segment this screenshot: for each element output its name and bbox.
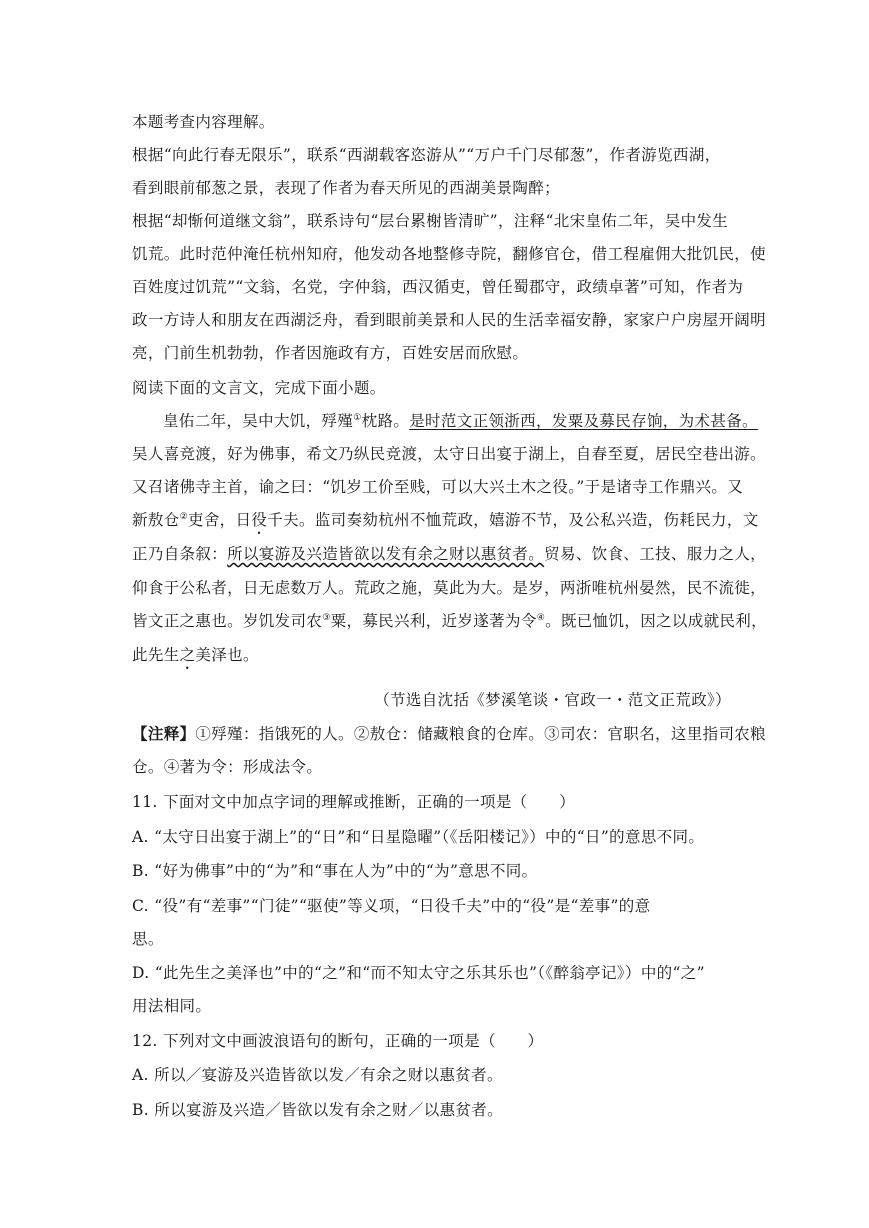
passage-line: 仰食于公私者，日无虑数万人。荒政之施，莫此为大。是岁，两浙唯杭州晏然，民不流徙， xyxy=(132,579,767,597)
analysis-line: 饥荒。此时范仲淹任杭州知府，他发动各地整修寺院，翻修官仓，借工程雇佣大批饥民，使 xyxy=(132,245,767,263)
q11-option-d-cont: 用法相同。 xyxy=(132,997,212,1015)
passage-line: 正乃自条叙：所以宴游及兴造皆欲以发有余之财以惠贫者。贸易、饮食、工技、服力之人， xyxy=(132,545,767,563)
notes-line: 【注释】①殍殣：指饿死的人。②敖仓：储藏粮食的仓库。③司农：官职名，这里指司农粮 xyxy=(132,724,767,743)
question-11-stem: 11. 下面对文中加点字词的理解或推断，正确的一项是（ ） xyxy=(132,793,576,811)
note-marker: ① xyxy=(353,413,362,423)
analysis-line: 本题考查内容理解。 xyxy=(132,113,275,131)
note-marker: ③ xyxy=(322,613,331,623)
notes-line: 仓。④著为令：形成法令。 xyxy=(132,758,323,776)
q12-option-a: A. 所以／宴游及兴造皆欲以发／有余之财以惠贫者。 xyxy=(132,1066,503,1084)
analysis-line: 看到眼前郁葱之景，表现了作者为春天所见的西湖美景陶醉； xyxy=(132,179,560,197)
underlined-sentence: 是时范文正领浙西，发粟及募民存饷，为术甚备。 xyxy=(409,412,758,430)
passage-line: 又召诸佛寺主首，谕之曰：“饥岁工价至贱，可以大兴土木之役。”于是诸寺工作鼎兴。又 xyxy=(132,478,744,496)
passage-line: 此先生之美泽也。 xyxy=(132,646,259,664)
passage-line: 新敖仓②吏舍，日役千夫。监司奏劾杭州不恤荒政，嬉游不节，及公私兴造，伤耗民力，文 xyxy=(132,511,759,529)
wavy-underlined-sentence: 所以宴游及兴造皆欲以发有余之财以惠贫者。 xyxy=(227,545,545,563)
question-12-stem: 12. 下列对文中画波浪语句的断句，正确的一项是（ ） xyxy=(132,1032,544,1050)
q11-option-c-cont: 思。 xyxy=(132,930,164,948)
q11-option-d: D. “此先生之美泽也”中的“之”和“而不知太守之乐其乐也”（《醉翁亭记》）中的“之” xyxy=(132,964,705,982)
analysis-line: 根据“向此行春无限乐”，联系“西湖载客恣游从”“万户千门尽郁葱”，作者游览西湖， xyxy=(132,146,721,164)
note-marker: ② xyxy=(179,512,188,522)
passage-source: （节选自沈括《梦溪笔谈・官政一・范文正荒政》） xyxy=(374,691,731,709)
q11-option-a: A. “太守日出宴于湖上”的“日”和“日星隐曜”（《岳阳楼记》）中的“日”的意思不同。 xyxy=(132,828,705,846)
analysis-line: 亮，门前生机勃勃，作者因施政有方，百姓安居而欣慰。 xyxy=(132,344,529,362)
reading-instruction: 阅读下面的文言文，完成下面小题。 xyxy=(132,379,386,397)
q11-option-c: C. “役”有“差事”“门徒”“驱使”等义项，“日役千夫”中的“役”是“差事”的意 xyxy=(132,897,651,915)
analysis-line: 百姓度过饥荒”“文翁，名党，字仲翁，西汉循吏，曾任蜀郡守，政绩卓著”可知，作者为 xyxy=(132,278,744,296)
note-marker: ④ xyxy=(536,613,546,623)
passage-line: 皆文正之惠也。岁饥发司农③粟，募民兴利，近岁遂著为令④。既已恤饥，因之以成就民利， xyxy=(132,612,768,630)
q11-option-b: B. “好为佛事”中的“为”和“事在人为”中的“为”意思不同。 xyxy=(132,862,538,880)
analysis-line: 根据“却惭何道继文翁”，联系诗句“层台累榭皆清旷”，注释“北宋皇佑二年，吴中发生 xyxy=(132,212,729,230)
q12-option-b: B. 所以宴游及兴造／皆欲以发有余之财／以惠贫者。 xyxy=(132,1101,503,1119)
analysis-line: 政一方诗人和朋友在西湖泛舟，看到眼前美景和人民的生活幸福安静，家家户户房屋开阔明 xyxy=(132,311,767,329)
dotted-word: 之 xyxy=(179,646,196,664)
dotted-word: 役 xyxy=(251,511,268,529)
passage-line: 吴人喜竞渡，好为佛事，希文乃纵民竞渡，太守日出宴于湖上，自春至夏，居民空巷出游。 xyxy=(132,445,767,463)
passage-line: 皇佑二年，吴中大饥，殍殣①枕路。是时范文正领浙西，发粟及募民存饷，为术甚备。 xyxy=(163,412,758,430)
notes-label: 【注释】 xyxy=(132,724,196,743)
